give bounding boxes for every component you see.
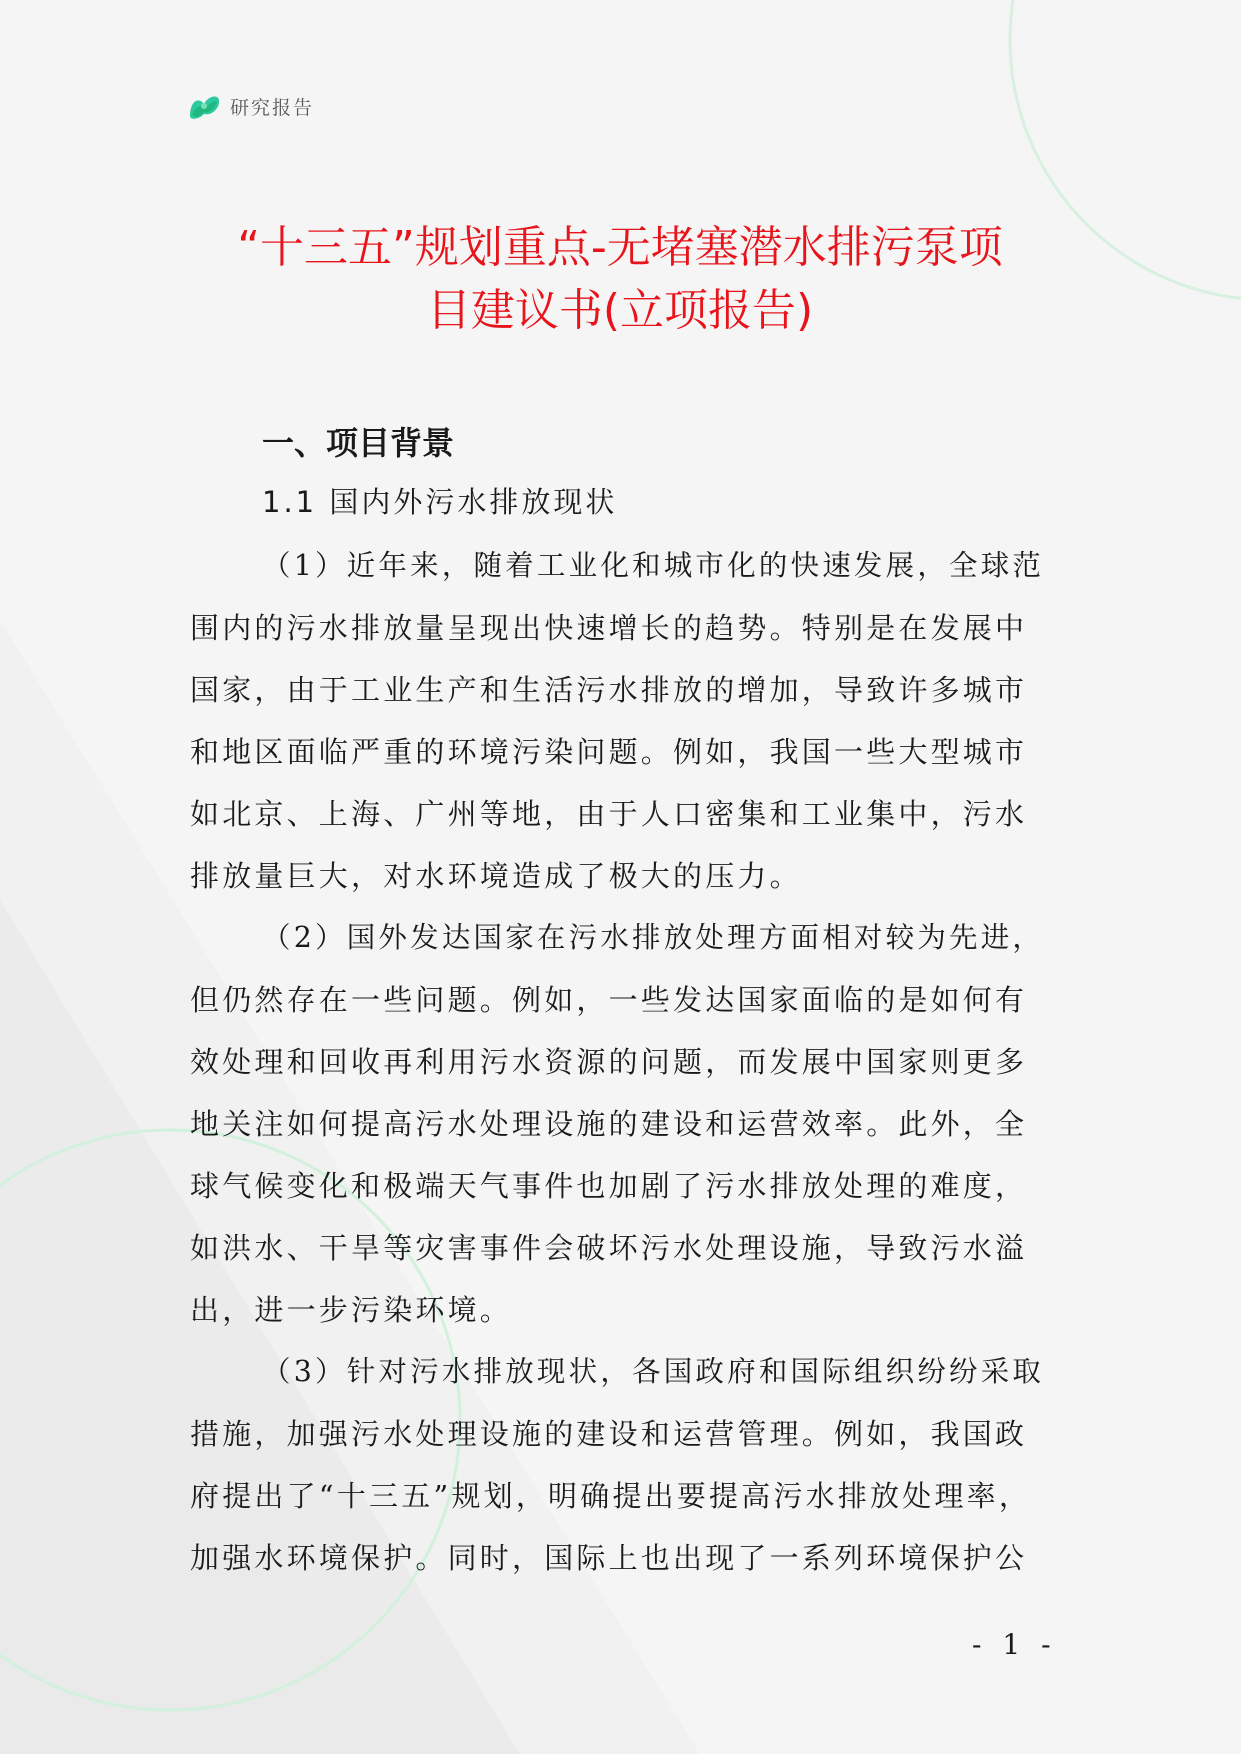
document-title-line-2: 目建议书(立项报告) — [426, 285, 814, 336]
paragraph-line: 加强水环境保护。同时，国际上也出现了一系列环境保护公 — [190, 1541, 1028, 1575]
paragraph-line: 和地区面临严重的环境污染问题。例如，我国一些大型城市 — [190, 735, 1028, 769]
page-number: - 1 - — [972, 1628, 1057, 1661]
paragraph-line: 出，进一步污染环境。 — [190, 1293, 513, 1327]
paragraph-line: 如洪水、干旱等灾害事件会破坏污水处理设施，导致污水溢 — [190, 1231, 1028, 1265]
paragraph-line: 效处理和回收再利用污水资源的问题，而发展中国家则更多 — [190, 1045, 1028, 1079]
paragraph-line: （2）国外发达国家在污水排放处理方面相对较为先进， — [262, 921, 1045, 954]
paragraph-line: 府提出了“十三五”规划，明确提出要提高污水排放处理率， — [190, 1479, 1032, 1513]
paragraph-line: 如北京、上海、广州等地，由于人口密集和工业集中，污水 — [190, 797, 1028, 831]
paragraph-line: 措施，加强污水处理设施的建设和运营管理。例如，我国政 — [190, 1417, 1028, 1451]
paragraph-line: 地关注如何提高污水处理设施的建设和运营效率。此外，全 — [190, 1107, 1028, 1141]
report-header — [186, 88, 314, 124]
leaf-logo-icon — [186, 90, 222, 122]
header-label: 研究报告 — [230, 96, 315, 119]
paragraph-line: 围内的污水排放量呈现出快速增长的趋势。特别是在发展中 — [190, 611, 1028, 645]
paragraph-line: 球气候变化和极端天气事件也加剧了污水排放处理的难度， — [190, 1169, 1028, 1203]
paragraph-line: （3）针对污水排放现状，各国政府和国际组织纷纷采取 — [262, 1355, 1045, 1388]
paragraph-line: 国家，由于工业生产和生活污水排放的增加，导致许多城市 — [190, 673, 1028, 707]
document-title-line-1: “十三五”规划重点-无堵塞潜水排污泵项 — [237, 222, 1003, 273]
paragraph-line: （1）近年来，随着工业化和城市化的快速发展，全球范 — [262, 549, 1045, 582]
paragraph-line: 但仍然存在一些问题。例如，一些发达国家面临的是如何有 — [190, 983, 1028, 1017]
subsection-heading: 1.1 国内外污水排放现状 — [262, 485, 618, 519]
paragraph-line: 排放量巨大，对水环境造成了极大的压力。 — [190, 859, 802, 893]
section-heading: 一、项目背景 — [262, 424, 455, 462]
